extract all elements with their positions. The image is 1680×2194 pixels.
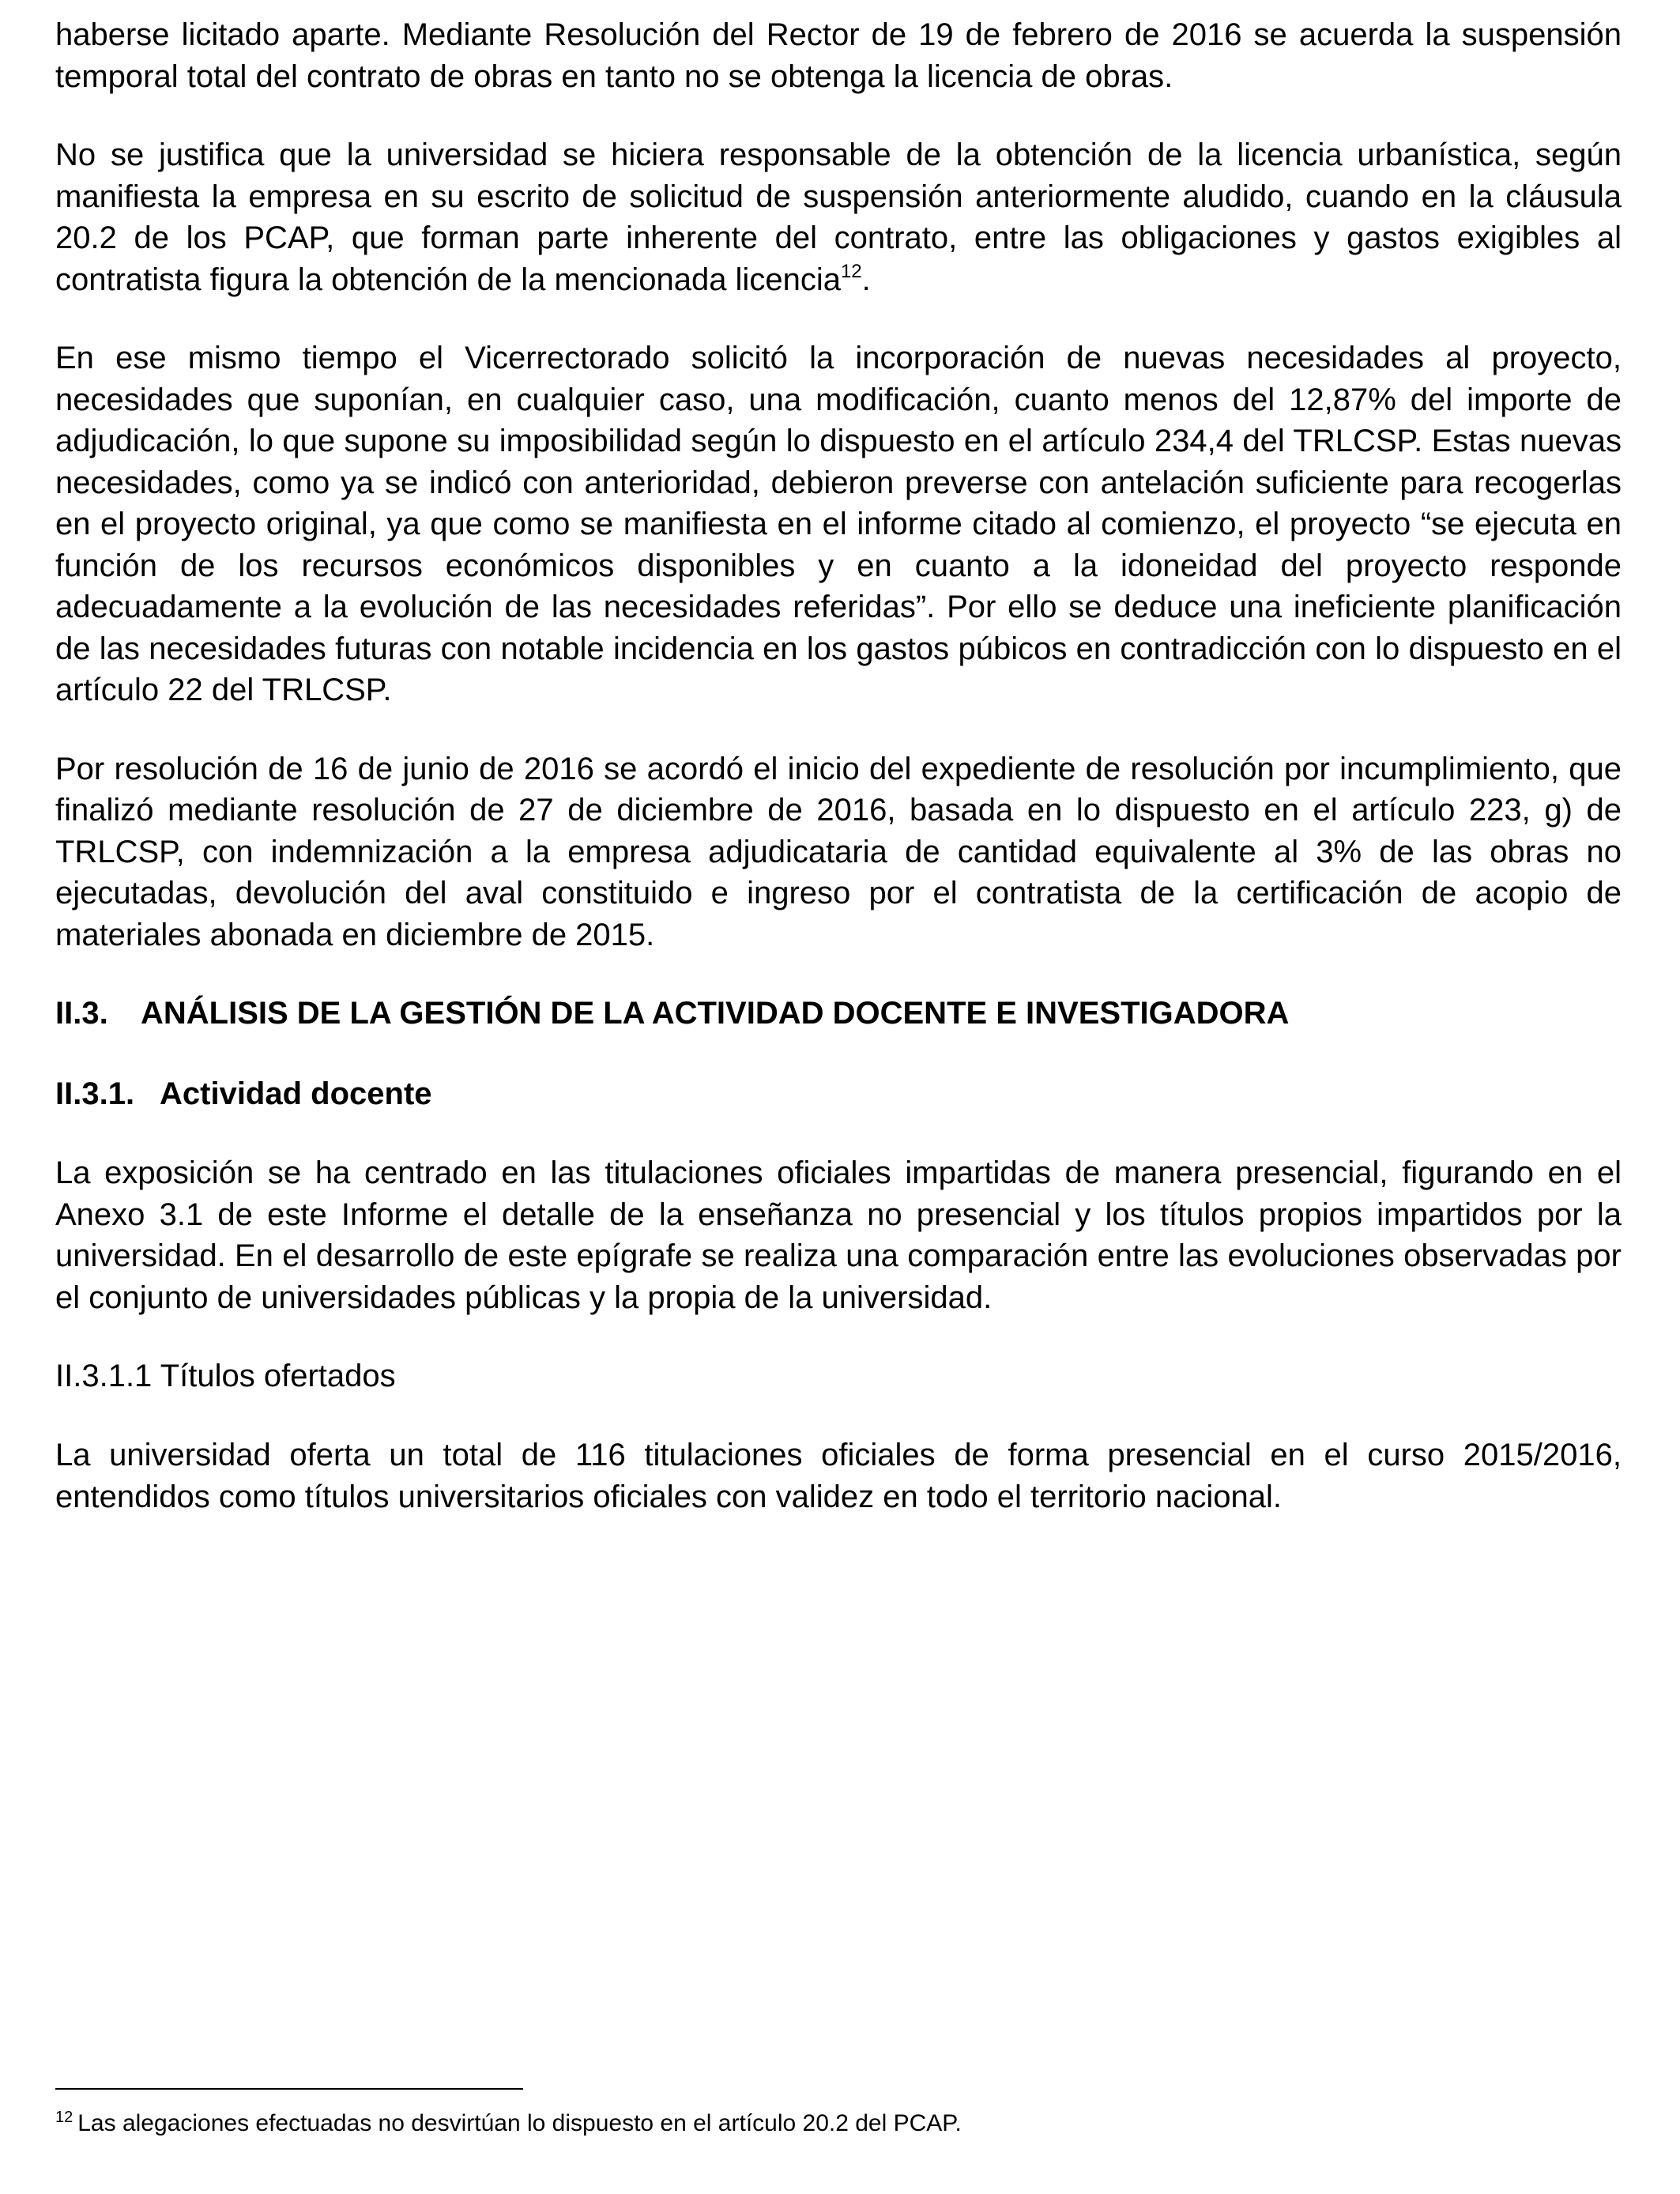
paragraph-exposicion: La exposición se ha centrado en las titulaciones oficiales impartidas de manera presencial, figurando en el Anexo 3.1 de este Informe el detalle de la enseñanza no presencial y los títulos propios impartidos por la universidad. En el desarrollo de este epígrafe se realiza una comparación entre las evoluciones observadas por el conjunto de universidades públicas y la propia de la universidad. (55, 1155, 1622, 1315)
paragraph-titulaciones: La universidad oferta un total de 116 titulaciones oficiales de forma presencial en el curso 2015/2016, entendidos como títulos universitarios oficiales con validez en todo el territorio nacional. (55, 1438, 1622, 1514)
section-heading-2-3 (55, 993, 1622, 1034)
paragraph-licencia-end: . (861, 262, 871, 297)
section-heading-2-3-1 (55, 1073, 1622, 1114)
footnote-text: Las alegaciones efectuadas no desvirtúan lo dispuesto en el artículo 20.2 del PCAP. (77, 2110, 962, 2136)
footnote (55, 2109, 1622, 2139)
subsection-number: II.3.1. (55, 1076, 135, 1111)
paragraph-licencia-text: No se justifica que la universidad se hiciera responsable de la obtención de la licencia urbanística, según manifiesta la empresa en su escrito de solicitud de suspensión anteriormente aludido, cuando en la cláusula 20.2 de los PCAP, que forman parte inherente del contrato, entre las obligaciones y gastos exigibles al contratista figura la obtención de la mencionada licencia (55, 138, 1622, 297)
paragraph-suspension: haberse licitado aparte. Mediante Resolución del Rector de 19 de febrero de 2016 se acuerda la suspensión temporal total del contrato de obras en tanto no se obtenga la licencia de obras. (55, 17, 1622, 94)
section-number: II.3. (55, 996, 108, 1031)
subsection-title: Actividad docente (160, 1076, 432, 1111)
paragraph-licencia (55, 134, 1622, 300)
footnote-divider (55, 2088, 523, 2090)
document-page (55, 14, 1622, 1517)
footnote-number: 12 (55, 2109, 73, 2126)
section-title: ANÁLISIS DE LA GESTIÓN DE LA ACTIVIDAD DOCENTE E INVESTIGADORA (141, 996, 1290, 1031)
paragraph-resolucion: Por resolución de 16 de junio de 2016 se acordó el inicio del expediente de resolución por incumplimiento, que finalizó mediante resolución de 27 de diciembre de 2016, basada en lo dispuesto en el artículo 223, g) de TRLCSP, con indemnización a la empresa adjudicataria de cantidad equivalente al 3% de las obras no ejecutadas, devolución del aval constituido e ingreso por el contratista de la certificación de acopio de materiales abonada en diciembre de 2015. (55, 751, 1622, 952)
footnote-reference[interactable]: 12 (840, 260, 862, 282)
section-heading-2-3-1-1: II.3.1.1 Títulos ofertados (55, 1359, 396, 1393)
paragraph-necesidades: En ese mismo tiempo el Vicerrectorado solicitó la incorporación de nuevas necesidades al proyecto, necesidades que suponían, en cualquier caso, una modificación, cuanto menos del 12,87% del importe de adjudicación, lo que supone su imposibilidad según lo dispuesto en el artículo 234,4 del TRLCSP. Estas nuevas necesidades, como ya se indicó con anterioridad, debieron preverse con antelación suficiente para recogerlas en el proyecto original, ya que como se manifiesta en el informe citado al comienzo, el proyecto “se ejecuta en función de los recursos económicos disponibles y en cuanto a la idoneidad del proyecto responde adecuadamente a la evolución de las necesidades referidas”. Por ello se deduce una ineficiente planificación de las necesidades futuras con notable incidencia en los gastos púbicos en contradicción con lo dispuesto en el artículo 22 del TRLCSP. (55, 341, 1622, 707)
